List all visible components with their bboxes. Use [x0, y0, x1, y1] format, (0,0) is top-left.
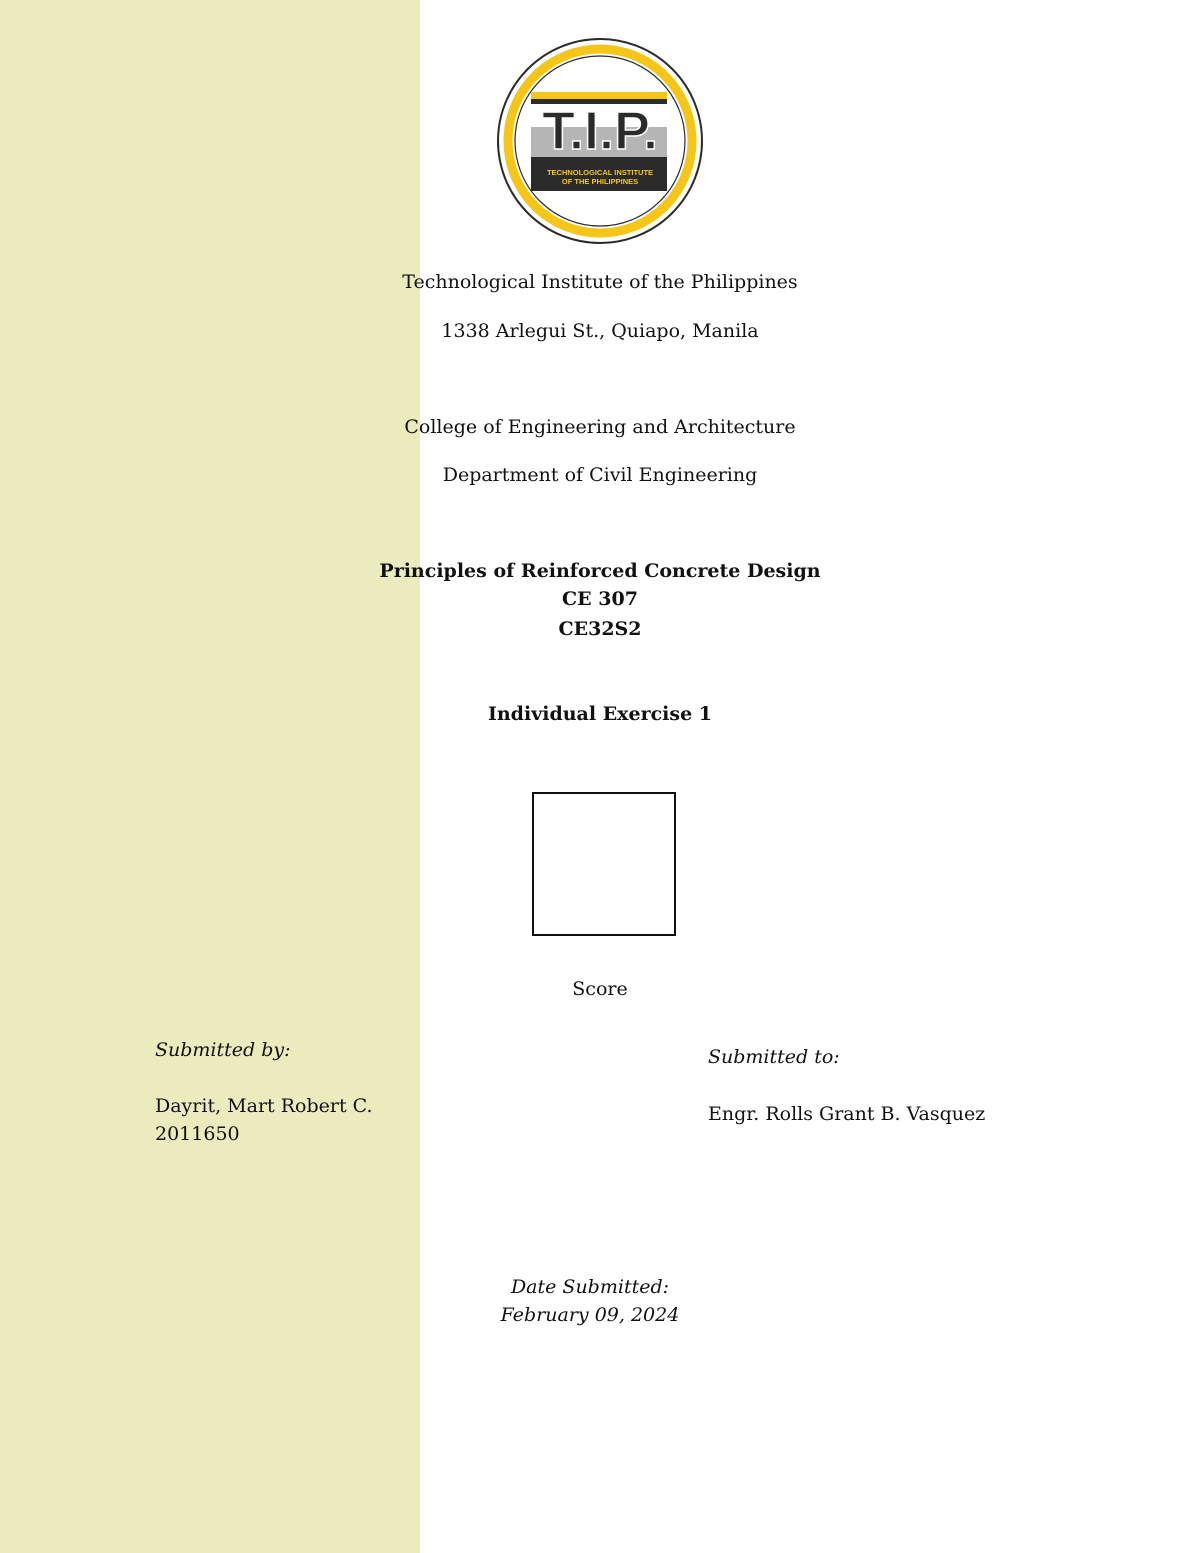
course-code: CE 307: [562, 588, 638, 610]
department-name: Department of Civil Engineering: [442, 464, 758, 486]
tip-logo-icon: [496, 37, 704, 245]
score-label: Score: [572, 978, 628, 1000]
course-title: Principles of Reinforced Concrete Design: [379, 560, 821, 582]
institution-name: Technological Institute of the Philippines: [402, 271, 798, 293]
instructor-name: Engr. Rolls Grant B. Vasquez: [708, 1103, 986, 1125]
student-name: Dayrit, Mart Robert C.: [155, 1095, 373, 1117]
score-box: [532, 792, 676, 936]
submitted-by-label: Submitted by:: [155, 1039, 291, 1061]
course-section: CE32S2: [558, 618, 642, 640]
institution-address: 1338 Arlegui St., Quiapo, Manila: [441, 320, 759, 342]
logo-acronym: T.I.P.: [541, 101, 659, 161]
submitted-to-label: Submitted to:: [708, 1046, 840, 1068]
student-id: 2011650: [155, 1123, 240, 1145]
logo-tagline-line1: TECHNOLOGICAL INSTITUTE: [546, 168, 654, 177]
date-submitted-value: February 09, 2024: [500, 1304, 680, 1326]
logo-tagline-line2: OF THE PHILIPPINES: [561, 177, 639, 186]
exercise-title: Individual Exercise 1: [487, 703, 713, 725]
date-submitted-label: Date Submitted:: [510, 1276, 670, 1298]
college-name: College of Engineering and Architecture: [404, 416, 796, 438]
